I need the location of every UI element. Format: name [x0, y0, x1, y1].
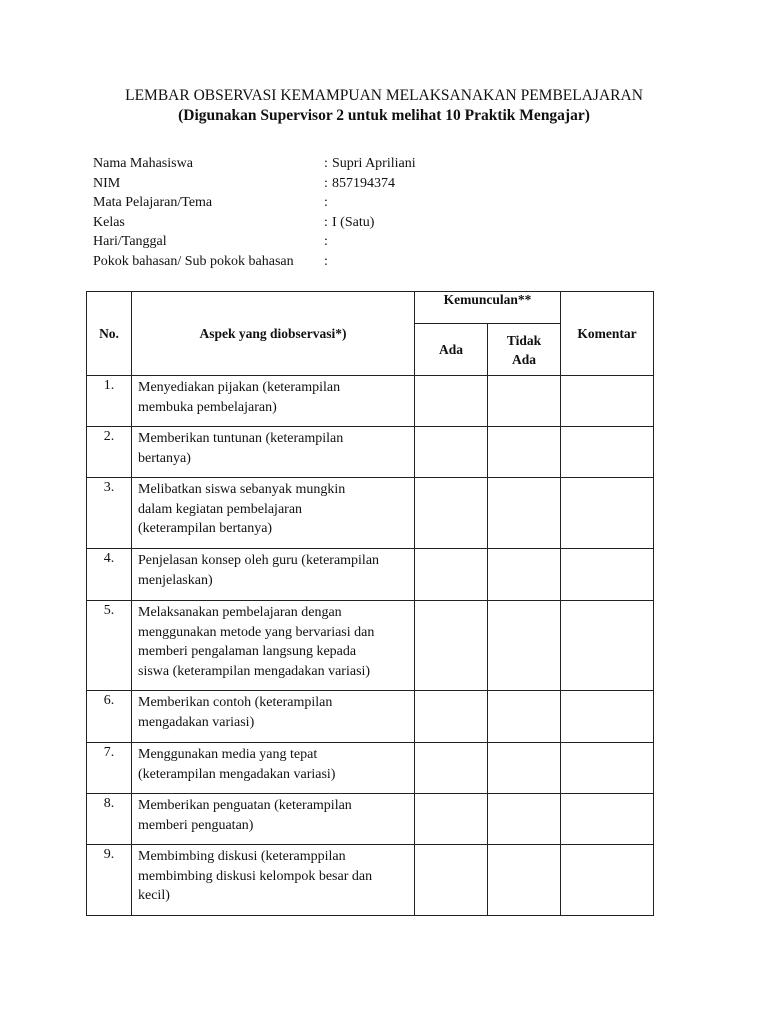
- table-row: [87, 743, 654, 794]
- info-colon: :: [324, 156, 328, 171]
- row-aspect: [132, 478, 415, 549]
- table-row: [87, 427, 654, 478]
- cell-ada[interactable]: [415, 743, 488, 794]
- cell-komentar[interactable]: [561, 794, 654, 845]
- document-title: LEMBAR OBSERVASI KEMAMPUAN MELAKSANAKAN PEMBELAJARAN: [125, 87, 643, 104]
- header-tidak-ada-line: Tidak: [506, 332, 542, 348]
- info-colon: :: [324, 175, 328, 191]
- table-row: [87, 376, 654, 427]
- cell-komentar[interactable]: [561, 549, 654, 601]
- aspect-line: Menggunakan media yang tepat: [138, 747, 318, 762]
- header-aspek: Aspek yang diobservasi*): [132, 292, 415, 376]
- observation-table: [86, 291, 654, 916]
- info-value: Supri Apriliani: [332, 156, 416, 171]
- cell-tidak-ada[interactable]: [488, 601, 561, 691]
- info-label: Mata Pelajaran/Tema: [93, 195, 213, 210]
- aspect-line: memberi pengalaman langsung kepada: [138, 644, 357, 659]
- aspect-line: kecil): [138, 888, 170, 903]
- table-row: [87, 601, 654, 691]
- aspect-line: (keterampilan mengadakan variasi): [138, 766, 336, 782]
- info-colon: :: [324, 195, 328, 210]
- header-tidak-ada: [488, 324, 561, 376]
- table-row: [87, 549, 654, 601]
- cell-tidak-ada[interactable]: [488, 376, 561, 427]
- row-aspect: [132, 743, 415, 794]
- table-header-row: [87, 292, 654, 324]
- info-label: Nama Mahasiswa: [93, 156, 193, 171]
- aspect-line: Memberikan tuntunan (keterampilan: [138, 431, 344, 446]
- row-aspect: [132, 376, 415, 427]
- info-label: NIM: [93, 175, 121, 191]
- aspect-line: Melibatkan siswa sebanyak mungkin: [138, 482, 346, 497]
- table-row: [87, 691, 654, 743]
- aspect-line: dalam kegiatan pembelajaran: [138, 501, 303, 517]
- table-row: [87, 794, 654, 845]
- cell-komentar[interactable]: [561, 691, 654, 743]
- cell-ada[interactable]: [415, 691, 488, 743]
- aspect-line: Melaksanakan pembelajaran dengan: [138, 605, 342, 620]
- row-number: 4.: [87, 549, 132, 601]
- aspect-line: menggunakan metode yang bervariasi dan: [138, 624, 375, 640]
- cell-ada[interactable]: [415, 794, 488, 845]
- aspect-line: (keterampilan bertanya): [138, 521, 273, 536]
- cell-tidak-ada[interactable]: [488, 549, 561, 601]
- info-colon: :: [324, 234, 328, 249]
- row-number: 9.: [87, 845, 132, 916]
- cell-komentar[interactable]: [561, 478, 654, 549]
- document-subtitle: (Digunakan Supervisor 2 untuk melihat 10 Praktik Mengajar): [178, 107, 590, 124]
- aspect-line: Menyediakan pijakan (keterampilan: [138, 380, 341, 395]
- info-value: 857194374: [332, 175, 395, 191]
- row-number: 8.: [87, 794, 132, 845]
- cell-tidak-ada[interactable]: [488, 743, 561, 794]
- table-body: [87, 376, 654, 916]
- aspect-line: siswa (keterampilan mengadakan variasi): [138, 663, 371, 679]
- header-kemunculan: Kemunculan**: [415, 292, 561, 324]
- row-aspect: [132, 427, 415, 478]
- row-number: 3.: [87, 478, 132, 549]
- row-aspect: [132, 549, 415, 601]
- row-aspect: [132, 794, 415, 845]
- table-row: [87, 845, 654, 916]
- cell-ada[interactable]: [415, 549, 488, 601]
- row-number: 7.: [87, 743, 132, 794]
- cell-ada[interactable]: [415, 601, 488, 691]
- row-aspect: [132, 691, 415, 743]
- aspect-line: Memberikan penguatan (keterampilan: [138, 798, 352, 813]
- cell-ada[interactable]: [415, 845, 488, 916]
- cell-ada[interactable]: [415, 478, 488, 549]
- info-colon: :: [324, 214, 328, 230]
- cell-tidak-ada[interactable]: [488, 478, 561, 549]
- row-aspect: [132, 601, 415, 691]
- row-number: 6.: [87, 691, 132, 743]
- cell-ada[interactable]: [415, 376, 488, 427]
- info-label: Kelas: [93, 214, 125, 230]
- row-number: 1.: [87, 376, 132, 427]
- row-number: 2.: [87, 427, 132, 478]
- aspect-line: membimbing diskusi kelompok besar dan: [138, 868, 373, 884]
- cell-tidak-ada[interactable]: [488, 691, 561, 743]
- aspect-line: bertanya): [138, 450, 191, 466]
- header-no: No.: [87, 292, 132, 376]
- cell-tidak-ada[interactable]: [488, 845, 561, 916]
- info-value: I (Satu): [332, 214, 375, 230]
- info-colon: :: [324, 253, 328, 269]
- header-ada: Ada: [415, 324, 488, 376]
- header-tidak-ada-line: Ada: [512, 351, 537, 367]
- cell-komentar[interactable]: [561, 601, 654, 691]
- cell-tidak-ada[interactable]: [488, 794, 561, 845]
- aspect-line: membuka pembelajaran): [138, 399, 277, 415]
- aspect-line: Membimbing diskusi (keteramppilan: [138, 849, 346, 864]
- aspect-line: Penjelasan konsep oleh guru (keterampilan: [138, 553, 380, 568]
- cell-tidak-ada[interactable]: [488, 427, 561, 478]
- info-label: Hari/Tanggal: [93, 234, 167, 249]
- cell-komentar[interactable]: [561, 743, 654, 794]
- cell-komentar[interactable]: [561, 376, 654, 427]
- aspect-line: Memberikan contoh (keterampilan: [138, 695, 333, 710]
- cell-ada[interactable]: [415, 427, 488, 478]
- cell-komentar[interactable]: [561, 845, 654, 916]
- aspect-line: mengadakan variasi): [138, 714, 255, 730]
- aspect-line: memberi penguatan): [138, 817, 254, 833]
- info-label: Pokok bahasan/ Sub pokok bahasan: [93, 253, 294, 269]
- row-aspect: [132, 845, 415, 916]
- table-row: [87, 478, 654, 549]
- header-komentar: Komentar: [561, 292, 654, 376]
- row-number: 5.: [87, 601, 132, 691]
- cell-komentar[interactable]: [561, 427, 654, 478]
- aspect-line: menjelaskan): [138, 572, 213, 588]
